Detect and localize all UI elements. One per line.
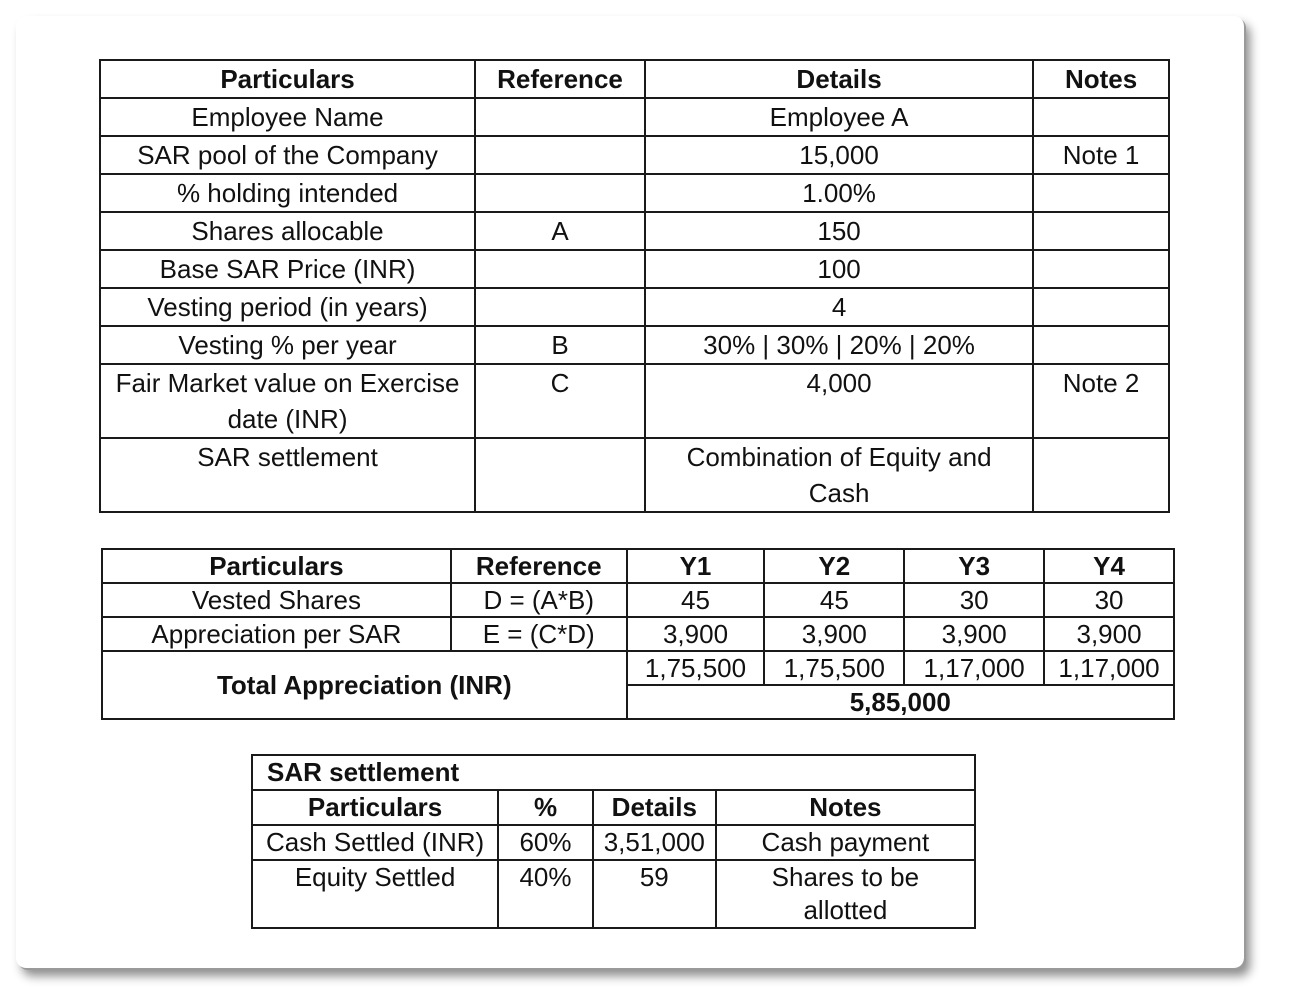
sar-settlement-table <box>251 754 976 929</box>
percent-cell: 40% <box>498 860 593 928</box>
details-cell: 59 <box>593 860 716 928</box>
notes-cell: Cash payment <box>716 825 975 860</box>
table-row <box>252 860 975 928</box>
total-appreciation-label: Total Appreciation (INR) <box>102 651 627 719</box>
table-row <box>102 617 1174 651</box>
particulars-cell: % holding intended <box>100 174 475 212</box>
notes-cell: Shares to be allotted <box>716 860 975 928</box>
particulars-cell: Shares allocable <box>100 212 475 250</box>
reference-cell <box>475 250 645 288</box>
details-cell: Combination of Equity and Cash <box>645 438 1033 512</box>
particulars-cell: Fair Market value on Exercise date (INR) <box>100 364 475 438</box>
col-header-details: Details <box>593 790 716 825</box>
reference-cell <box>475 438 645 512</box>
notes-cell <box>1033 250 1169 288</box>
table-row <box>100 98 1169 136</box>
table-row <box>102 583 1174 617</box>
col-header-y1: Y1 <box>627 549 765 583</box>
notes-cell <box>1033 174 1169 212</box>
particulars-cell: Base SAR Price (INR) <box>100 250 475 288</box>
table-row <box>100 326 1169 364</box>
y1-cell: 3,900 <box>627 617 765 651</box>
y4-total-cell: 1,17,000 <box>1044 651 1174 685</box>
particulars-cell: SAR pool of the Company <box>100 136 475 174</box>
col-header-particulars: Particulars <box>252 790 498 825</box>
particulars-cell: Vesting % per year <box>100 326 475 364</box>
y4-cell: 30 <box>1044 583 1174 617</box>
y4-cell: 3,900 <box>1044 617 1174 651</box>
table-row <box>100 250 1169 288</box>
col-header-y2: Y2 <box>764 549 904 583</box>
notes-cell <box>1033 98 1169 136</box>
details-cell: 4 <box>645 288 1033 326</box>
y2-cell: 45 <box>764 583 904 617</box>
details-cell: 4,000 <box>645 364 1033 438</box>
grand-total-cell: 5,85,000 <box>627 685 1174 719</box>
header-row <box>102 549 1174 583</box>
col-header-details: Details <box>645 60 1033 98</box>
percent-cell: 60% <box>498 825 593 860</box>
col-header-y4: Y4 <box>1044 549 1174 583</box>
col-header-notes: Notes <box>1033 60 1169 98</box>
details-cell: 3,51,000 <box>593 825 716 860</box>
total-row <box>102 651 1174 685</box>
table-row <box>100 288 1169 326</box>
col-header-notes: Notes <box>716 790 975 825</box>
table-row <box>100 438 1169 512</box>
table-row <box>100 136 1169 174</box>
details-cell: 150 <box>645 212 1033 250</box>
notes-cell: Note 2 <box>1033 364 1169 438</box>
col-header-particulars: Particulars <box>100 60 475 98</box>
reference-cell <box>475 288 645 326</box>
reference-cell: B <box>475 326 645 364</box>
particulars-cell: Vested Shares <box>102 583 451 617</box>
particulars-cell: Appreciation per SAR <box>102 617 451 651</box>
details-cell: 15,000 <box>645 136 1033 174</box>
particulars-cell: Cash Settled (INR) <box>252 825 498 860</box>
details-cell: 30% | 30% | 20% | 20% <box>645 326 1033 364</box>
col-header-reference: Reference <box>475 60 645 98</box>
particulars-cell: Vesting period (in years) <box>100 288 475 326</box>
header-row <box>100 60 1169 98</box>
y1-total-cell: 1,75,500 <box>627 651 765 685</box>
title-row <box>252 755 975 790</box>
reference-cell <box>475 174 645 212</box>
details-cell: 1.00% <box>645 174 1033 212</box>
reference-cell <box>475 98 645 136</box>
notes-cell <box>1033 288 1169 326</box>
col-header-reference: Reference <box>451 549 627 583</box>
y3-cell: 30 <box>904 583 1044 617</box>
reference-cell: A <box>475 212 645 250</box>
notes-cell <box>1033 212 1169 250</box>
reference-cell: E = (C*D) <box>451 617 627 651</box>
table-row <box>100 174 1169 212</box>
y2-total-cell: 1,75,500 <box>764 651 904 685</box>
table-row <box>100 364 1169 438</box>
col-header-y3: Y3 <box>904 549 1044 583</box>
notes-cell <box>1033 438 1169 512</box>
table-row <box>252 825 975 860</box>
reference-cell: D = (A*B) <box>451 583 627 617</box>
reference-cell: C <box>475 364 645 438</box>
particulars-cell: Equity Settled <box>252 860 498 928</box>
notes-cell: Note 1 <box>1033 136 1169 174</box>
y2-cell: 3,900 <box>764 617 904 651</box>
table-row <box>100 212 1169 250</box>
details-cell: 100 <box>645 250 1033 288</box>
sar-details-table <box>99 59 1170 513</box>
notes-cell <box>1033 326 1169 364</box>
col-header-particulars: Particulars <box>102 549 451 583</box>
reference-cell <box>475 136 645 174</box>
particulars-cell: SAR settlement <box>100 438 475 512</box>
y3-cell: 3,900 <box>904 617 1044 651</box>
col-header-percent: % <box>498 790 593 825</box>
details-cell: Employee A <box>645 98 1033 136</box>
sar-settlement-title: SAR settlement <box>252 755 975 790</box>
header-row <box>252 790 975 825</box>
particulars-cell: Employee Name <box>100 98 475 136</box>
y1-cell: 45 <box>627 583 765 617</box>
appreciation-table <box>101 548 1175 720</box>
y3-total-cell: 1,17,000 <box>904 651 1044 685</box>
